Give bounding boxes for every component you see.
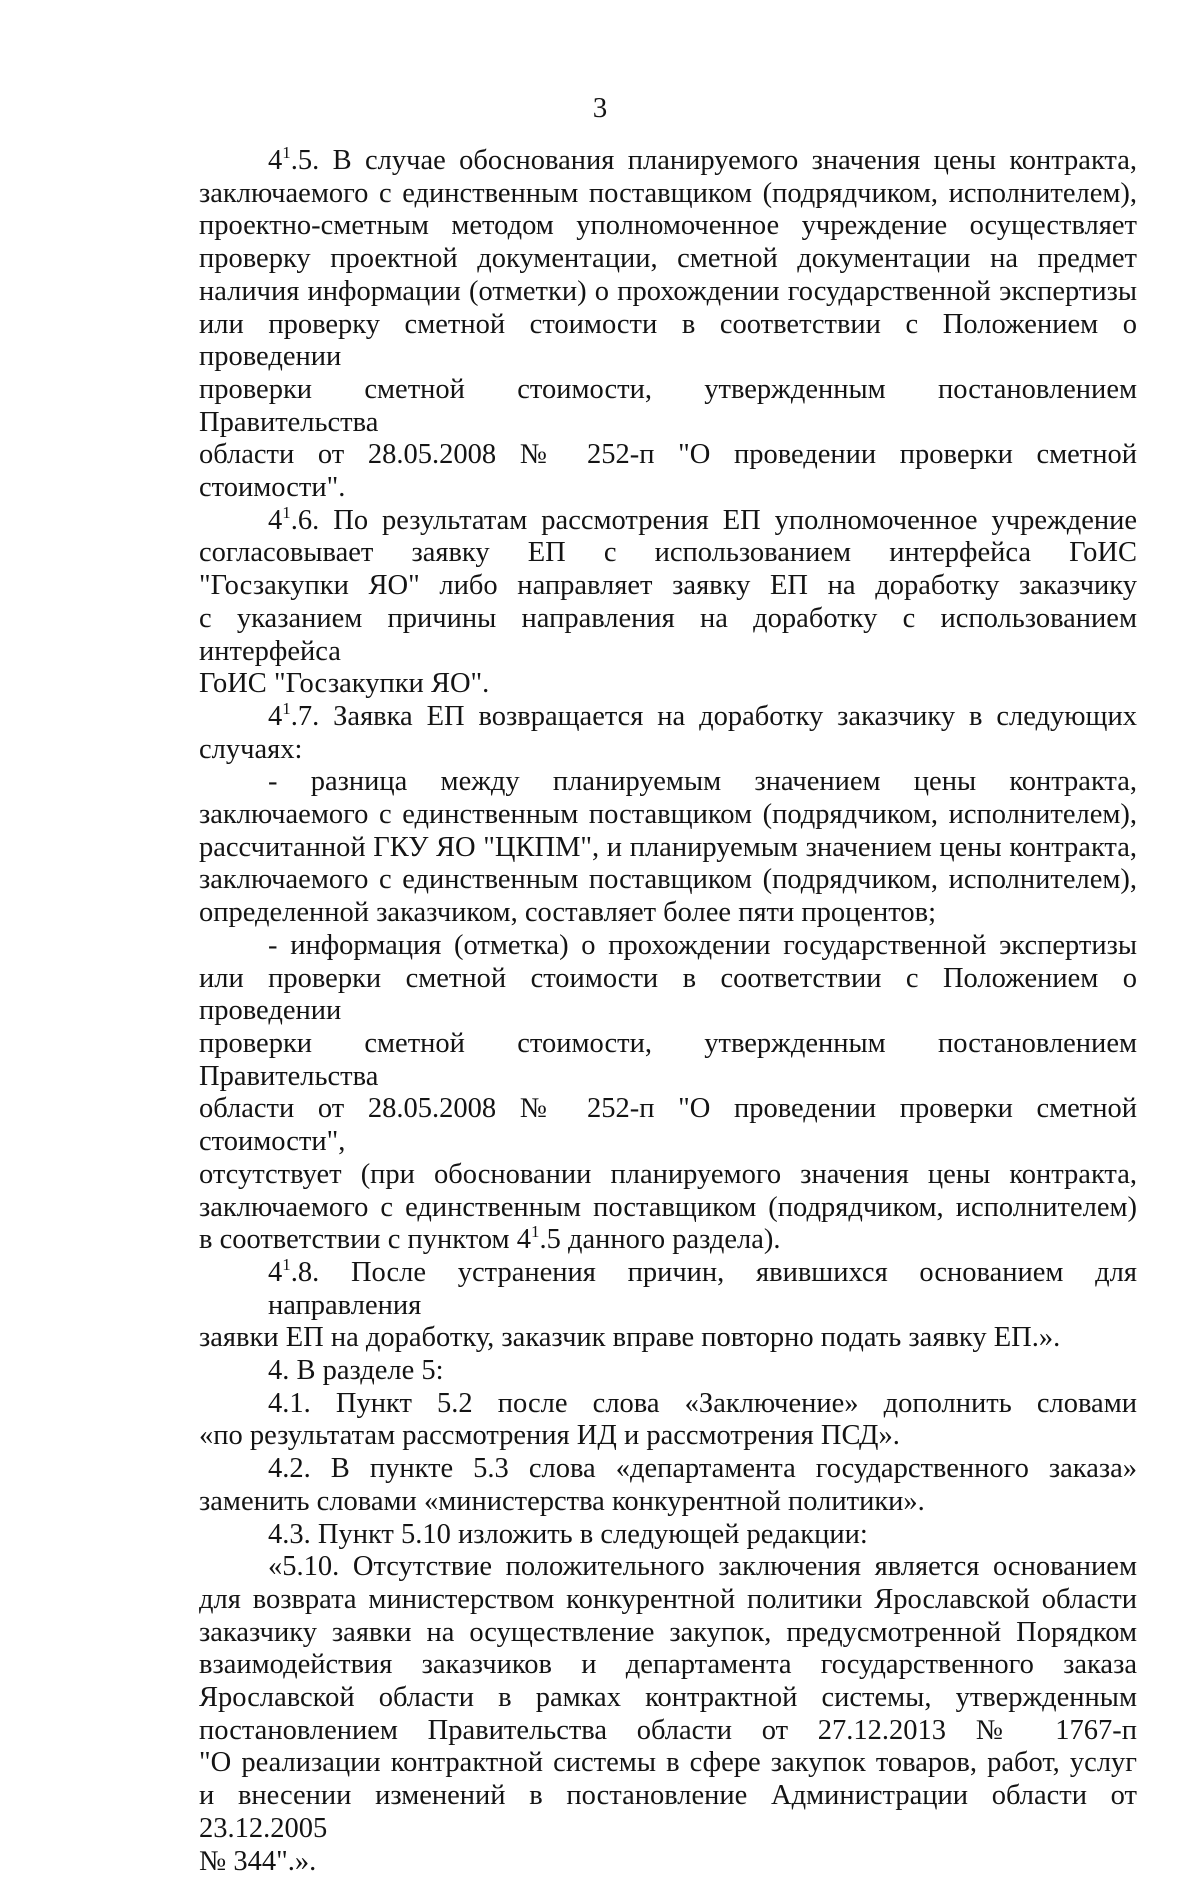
text-line: области от 28.05.2008 № 252-п "О проведении проверки сметной стоимости".: [199, 439, 1137, 504]
text-line: заявки ЕП на доработку, заказчик вправе повторно подать заявку ЕП.».: [199, 1322, 1061, 1354]
text-line: $4^1.6$. По результатам рассмотрения ЕП уполномоченное учреждение: [268, 502, 1137, 536]
paragraph-4-3: [199, 1519, 1137, 1552]
text-line: случаях:: [199, 733, 303, 765]
text-line: области от 28.05.2008 № 252-п "О проведении проверки сметной стоимости",: [199, 1093, 1137, 1158]
text-line: «по результатам рассмотрения ИД и рассмотрения ПСД».: [199, 1420, 900, 1452]
text-line: постановлением Правительства области от 27.12.2013 № 1767-п: [199, 1714, 1137, 1746]
document-body: [199, 145, 1137, 1878]
text-line: 4. В разделе 5:: [268, 1355, 444, 1387]
text-line: $4^1.8$. После устранения причин, явившихся основанием для направления: [268, 1254, 1137, 1321]
paragraph-4-2: [199, 1453, 1137, 1518]
text-line: с указанием причины направления на доработку с использованием интерфейса: [199, 602, 1137, 667]
text-line: $4^1.7$. Заявка ЕП возвращается на доработку заказчику в следующих: [268, 698, 1137, 732]
text-line: 4.1. Пункт 5.2 после слова «Заключение» дополнить словами: [268, 1387, 1137, 1419]
text-line: заказчику заявки на осуществление закупок, предусмотренной Порядком: [199, 1616, 1137, 1648]
text-line: согласовывает заявку ЕП с использованием интерфейса ГоИС: [199, 537, 1137, 569]
list-item-price-difference: [199, 766, 1137, 930]
text-line: проектно-сметным методом уполномоченное учреждение осуществляет: [199, 210, 1137, 242]
paragraph-4-1-7: [199, 698, 1137, 766]
paragraph-4: [199, 1355, 1137, 1388]
text-line: проверки сметной стоимости, утвержденным постановлением Правительства: [199, 373, 1137, 438]
text-line: заключаемого с единственным поставщиком (подрядчиком, исполнителем),: [199, 799, 1137, 831]
text-line: заключаемого с единственным поставщиком (подрядчиком, исполнителем),: [199, 864, 1137, 896]
paragraph-4-1-6: [199, 502, 1137, 701]
text-line: заключаемого с единственным поставщиком (подрядчиком, исполнителем): [199, 1191, 1137, 1223]
page-number: 3: [592, 92, 608, 124]
text-line: "О реализации контрактной системы в сфере закупок товаров, работ, услуг: [199, 1747, 1137, 1779]
text-line: $4^1.5$. В случае обоснования планируемого значения цены контракта,: [268, 143, 1137, 176]
text-line: или проверки сметной стоимости в соответствии с Положением о проведении: [199, 962, 1137, 1027]
text-line: 4.2. В пункте 5.3 слова «департамента государственного заказа»: [268, 1453, 1137, 1485]
paragraph-4-1-8: [199, 1254, 1137, 1355]
text-line: 4.3. Пункт 5.10 изложить в следующей редакции:: [268, 1518, 868, 1550]
text-line: проверки сметной стоимости, утвержденным постановлением Правительства: [199, 1027, 1137, 1092]
text-line: проверку проектной документации, сметной документации на предмет: [199, 243, 1137, 275]
text-line: определенной заказчиком, составляет более пяти процентов;: [199, 897, 936, 929]
text-line: в соответствии с пунктом $4^1.5$ данного раздела).: [199, 1222, 781, 1256]
text-line: заключаемого с единственным поставщиком (подрядчиком, исполнителем),: [199, 177, 1137, 209]
text-line: или проверку сметной стоимости в соответствии с Положением о проведении: [199, 308, 1137, 373]
text-line: отсутствует (при обосновании планируемого значения цены контракта,: [199, 1158, 1137, 1190]
text-line: № 344".».: [199, 1845, 317, 1877]
paragraph-4-1-5: [199, 145, 1137, 505]
text-line: наличия информации (отметки) о прохождении государственной экспертизы: [199, 275, 1137, 307]
list-item-expertise-info: [199, 930, 1137, 1257]
text-line: для возврата министерством конкурентной политики Ярославской области: [199, 1583, 1137, 1615]
text-line: и внесении изменений в постановление Администрации области от 23.12.2005: [199, 1780, 1137, 1844]
text-line: взаимодействия заказчиков и департамента государственного заказа: [199, 1649, 1137, 1681]
text-line: Ярославской области в рамках контрактной системы, утвержденным: [199, 1682, 1137, 1714]
text-line: - информация (отметка) о прохождении государственной экспертизы: [268, 929, 1137, 961]
text-line: ГоИС "Госзакупки ЯО".: [199, 668, 490, 700]
text-line: рассчитанной ГКУ ЯО "ЦКПМ", и планируемым значением цены контракта,: [199, 831, 1137, 863]
paragraph-5-10: [199, 1551, 1137, 1878]
text-line: «5.10. Отсутствие положительного заключения является основанием: [268, 1551, 1137, 1583]
paragraph-4-1: [199, 1388, 1137, 1453]
text-line: "Госзакупки ЯО" либо направляет заявку ЕП на доработку заказчику: [199, 570, 1137, 602]
text-line: заменить словами «министерства конкурентной политики».: [199, 1485, 925, 1517]
text-line: - разница между планируемым значением цены контракта,: [268, 766, 1137, 798]
